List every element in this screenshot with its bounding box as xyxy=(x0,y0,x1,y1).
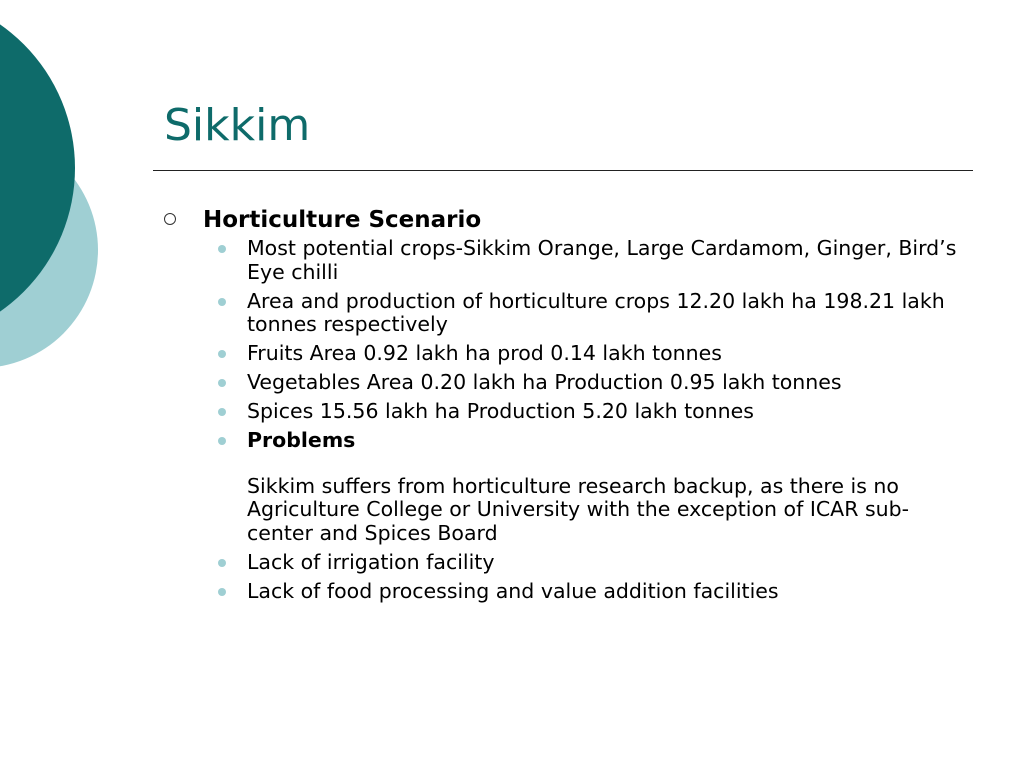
main-bullet xyxy=(164,203,964,237)
bullet-dot-icon xyxy=(218,437,226,445)
slide-content xyxy=(164,203,964,609)
list-item xyxy=(247,342,964,366)
list-item-text: Fruits Area 0.92 lakh ha prod 0.14 lakh tonnes xyxy=(247,341,722,365)
list-item-text: Vegetables Area 0.20 lakh ha Production 0.95 lakh tonnes xyxy=(247,370,842,394)
bullet-dot-icon xyxy=(218,559,226,567)
problems-text: Sikkim suffers from horticulture research backup, as there is no Agriculture College or University with the exception of ICAR sub-center and Spices Board xyxy=(247,473,910,545)
bullet-dot-icon xyxy=(218,379,226,387)
slide-title: Sikkim xyxy=(164,100,311,151)
list-item-text: Spices 15.56 lakh ha Production 5.20 lakh tonnes xyxy=(247,399,754,423)
bullet-dot-icon xyxy=(218,298,226,306)
title-divider xyxy=(153,170,973,171)
list-item-text: Lack of food processing and value addition facilities xyxy=(247,578,779,603)
decorative-circles xyxy=(0,0,110,410)
list-item xyxy=(247,551,964,575)
list-item xyxy=(247,371,964,395)
list-item-text: Area and production of horticulture crops 12.20 lakh ha 198.21 lakh tonnes respectively xyxy=(247,288,945,336)
list-item xyxy=(247,580,964,604)
problems-heading: Problems xyxy=(247,428,356,452)
hollow-circle-bullet-icon xyxy=(164,213,176,225)
bullet-dot-icon xyxy=(218,408,226,416)
list-item xyxy=(247,237,964,284)
bullet-dot-icon xyxy=(218,588,226,596)
list-item-text: Lack of irrigation facility xyxy=(247,549,495,574)
list-item xyxy=(247,290,964,337)
list-item-text: Most potential crops-Sikkim Orange, Large Cardamom, Ginger, Bird’s Eye chilli xyxy=(247,236,957,284)
sub-bullet-list xyxy=(164,237,964,603)
main-bullet-text: Horticulture Scenario xyxy=(203,207,482,233)
list-item xyxy=(247,400,964,424)
bullet-dot-icon xyxy=(218,245,226,253)
problems-item xyxy=(247,429,964,545)
bullet-dot-icon xyxy=(218,350,226,358)
